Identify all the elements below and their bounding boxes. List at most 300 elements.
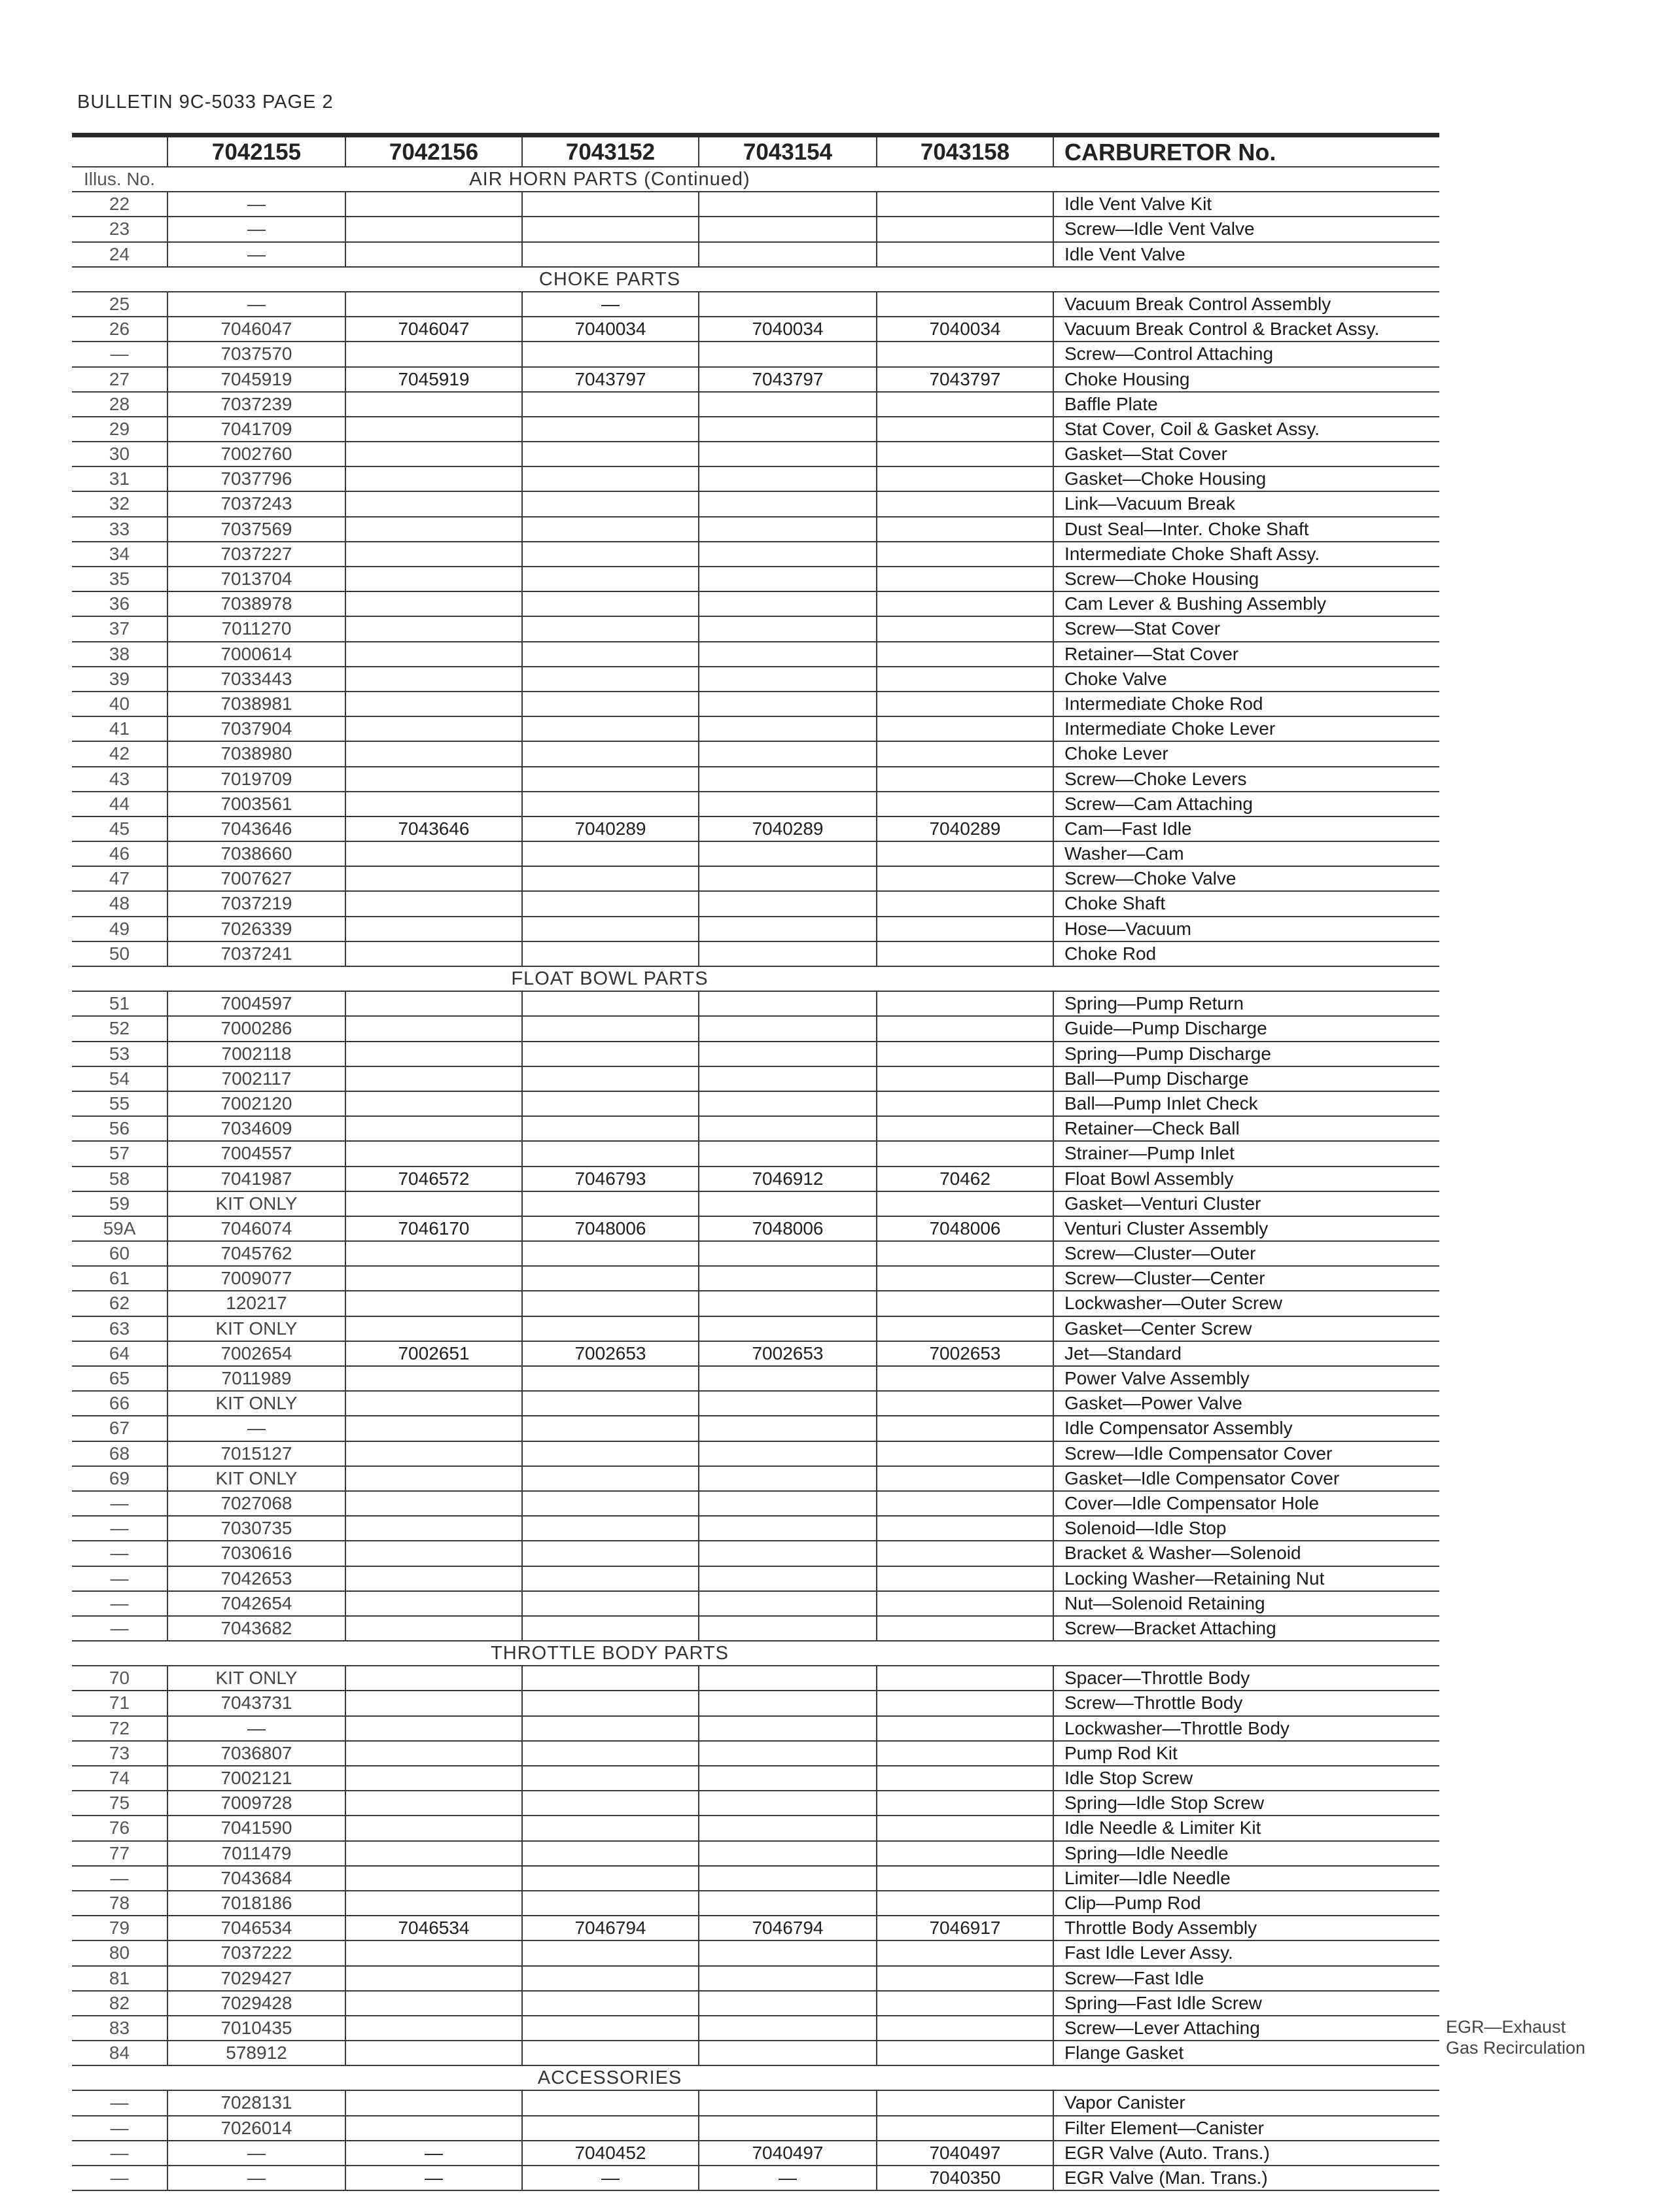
part-number-cell — [876, 642, 1053, 666]
part-number-cell — [345, 1592, 521, 1615]
part-number-cell — [698, 1842, 876, 1865]
part-number-cell: 70462 — [876, 1167, 1053, 1191]
illus-no-cell: — — [110, 1518, 129, 1539]
part-number-cell — [698, 1666, 876, 1690]
part-number-cell — [345, 518, 521, 541]
table-row — [72, 1217, 1439, 1242]
illus-no-cell: 67 — [109, 1418, 130, 1439]
part-number-cell — [698, 542, 876, 566]
part-number-cell — [345, 642, 521, 666]
part-number-cell: 7040289 — [876, 817, 1053, 841]
part-number-cell — [345, 243, 521, 266]
carburetor-number-header: 7043152 — [521, 137, 698, 166]
part-number-cell: 7007627 — [167, 867, 345, 890]
part-number-cell — [698, 1492, 876, 1515]
part-number-cell — [876, 1592, 1053, 1615]
part-number-cell — [698, 1742, 876, 1765]
part-description-cell: Spring—Idle Stop Screw — [1053, 1791, 1439, 1815]
part-number-cell — [345, 567, 521, 591]
table-row — [72, 1691, 1439, 1716]
part-number-cell — [345, 1791, 521, 1815]
part-number-cell: 7040452 — [521, 2141, 698, 2165]
part-number-cell — [345, 1567, 521, 1590]
illus-no-cell: — — [110, 1543, 129, 1564]
part-number-cell — [698, 217, 876, 241]
part-number-cell — [521, 792, 698, 816]
part-number-cell — [345, 1992, 521, 2015]
illus-no-cell: 60 — [109, 1243, 130, 1264]
part-number-cell — [876, 417, 1053, 441]
part-number-cell — [698, 1092, 876, 1115]
part-description-cell: Screw—Cam Attaching — [1053, 792, 1439, 816]
part-number-cell: 7019709 — [167, 767, 345, 791]
part-number-cell: 7002120 — [167, 1092, 345, 1115]
part-number-cell: KIT ONLY — [167, 1467, 345, 1490]
part-number-cell — [345, 1291, 521, 1315]
part-description-cell: Washer—Cam — [1053, 842, 1439, 866]
part-number-cell: 7040350 — [876, 2166, 1053, 2190]
part-description-cell: Spring—Idle Needle — [1053, 1842, 1439, 1865]
part-number-cell — [345, 2041, 521, 2065]
part-number-cell — [521, 1766, 698, 1790]
part-description-cell: Float Bowl Assembly — [1053, 1167, 1439, 1191]
part-number-cell — [345, 417, 521, 441]
part-number-cell — [521, 1092, 698, 1115]
part-number-cell — [521, 467, 698, 491]
part-number-cell — [521, 2041, 698, 2065]
table-row — [72, 1442, 1439, 1467]
table-row — [72, 942, 1439, 967]
part-number-cell — [521, 518, 698, 541]
part-number-cell — [876, 542, 1053, 566]
part-number-cell — [521, 1891, 698, 1915]
part-description-cell: Choke Shaft — [1053, 892, 1439, 915]
part-description-cell: Stat Cover, Coil & Gasket Assy. — [1053, 417, 1439, 441]
part-number-cell — [345, 1541, 521, 1565]
part-number-cell: 7038981 — [167, 692, 345, 716]
part-number-cell — [521, 2116, 698, 2140]
table-header-row — [72, 137, 1439, 167]
part-number-cell — [521, 692, 698, 716]
illus-no-cell: 39 — [109, 668, 130, 689]
part-number-cell — [345, 1717, 521, 1740]
illus-no-cell: — — [110, 1867, 129, 1888]
part-description-cell: Screw—Fast Idle — [1053, 1967, 1439, 1990]
part-number-cell — [876, 1717, 1053, 1740]
part-number-cell — [698, 842, 876, 866]
part-number-cell — [698, 1967, 876, 1990]
part-number-cell — [345, 992, 521, 1015]
part-number-cell: 7004597 — [167, 992, 345, 1015]
part-number-cell — [521, 1816, 698, 1840]
carburetor-number-header: 7043154 — [698, 137, 876, 166]
part-number-cell — [521, 1617, 698, 1640]
part-number-cell — [521, 1492, 698, 1515]
illus-no-cell: 80 — [109, 1942, 130, 1963]
part-number-cell — [521, 2091, 698, 2115]
part-number-cell — [698, 1717, 876, 1740]
part-number-cell — [521, 342, 698, 366]
part-number-cell — [698, 1541, 876, 1565]
illus-no-cell: 29 — [109, 418, 130, 439]
part-number-cell — [876, 442, 1053, 466]
part-description-cell: Vacuum Break Control & Bracket Assy. — [1053, 317, 1439, 341]
part-number-cell: 7002651 — [345, 1342, 521, 1365]
part-number-cell — [521, 1842, 698, 1865]
part-number-cell: KIT ONLY — [167, 1392, 345, 1415]
table-row — [72, 1816, 1439, 1841]
illus-no-cell: 45 — [109, 818, 130, 839]
part-number-cell — [876, 1766, 1053, 1790]
part-description-cell: Power Valve Assembly — [1053, 1367, 1439, 1390]
table-row — [72, 467, 1439, 492]
part-number-cell: 7046047 — [345, 317, 521, 341]
part-number-cell: 7037569 — [167, 518, 345, 541]
egr-note — [1446, 2016, 1585, 2058]
table-row — [72, 1042, 1439, 1067]
part-number-cell: 7040034 — [876, 317, 1053, 341]
part-number-cell — [345, 492, 521, 516]
table-row — [72, 717, 1439, 742]
part-number-cell — [876, 742, 1053, 765]
part-number-cell: 7046793 — [521, 1167, 698, 1191]
part-number-cell: 7046534 — [167, 1916, 345, 1940]
illus-no-cell: 57 — [109, 1143, 130, 1164]
part-description-cell: Flange Gasket — [1053, 2041, 1439, 2065]
table-row — [72, 892, 1439, 917]
part-number-cell: 7033443 — [167, 667, 345, 691]
part-number-cell — [345, 1816, 521, 1840]
part-number-cell — [698, 667, 876, 691]
part-number-cell — [521, 1067, 698, 1091]
table-row — [72, 1017, 1439, 1042]
part-number-cell — [521, 617, 698, 641]
part-number-cell: 7048006 — [698, 1217, 876, 1240]
part-description-cell: Filter Element—Canister — [1053, 2116, 1439, 2140]
part-description-cell: Ball—Pump Inlet Check — [1053, 1092, 1439, 1115]
part-number-cell — [521, 1416, 698, 1440]
part-number-cell: 7040497 — [698, 2141, 876, 2165]
part-number-cell: 7002653 — [876, 1342, 1053, 1365]
part-number-cell: 7046917 — [876, 1916, 1053, 1940]
part-number-cell: 578912 — [167, 2041, 345, 2065]
part-number-cell — [521, 1291, 698, 1315]
illus-no-cell: 34 — [109, 543, 130, 564]
table-row — [72, 317, 1439, 342]
part-number-cell — [876, 1367, 1053, 1390]
part-number-cell — [698, 792, 876, 816]
part-number-cell — [876, 2091, 1053, 2115]
part-number-cell — [345, 2016, 521, 2040]
table-row — [72, 542, 1439, 567]
table-row — [72, 1517, 1439, 1541]
table-row — [72, 567, 1439, 592]
part-number-cell: 7043646 — [167, 817, 345, 841]
illus-no-cell: 59A — [103, 1218, 136, 1238]
illus-no-cell: — — [110, 343, 129, 364]
part-number-cell — [876, 842, 1053, 866]
part-number-cell — [876, 1267, 1053, 1290]
part-number-cell — [698, 717, 876, 741]
part-number-cell — [521, 1967, 698, 1990]
part-number-cell — [345, 1666, 521, 1690]
illus-no-cell: 50 — [109, 943, 130, 964]
part-number-cell — [521, 992, 698, 1015]
part-number-cell — [876, 2041, 1053, 2065]
part-number-cell — [698, 467, 876, 491]
part-description-cell: Pump Rod Kit — [1053, 1742, 1439, 1765]
part-number-cell: 7037219 — [167, 892, 345, 915]
part-number-cell — [876, 692, 1053, 716]
table-row — [72, 1167, 1439, 1192]
part-number-cell — [345, 1467, 521, 1490]
part-number-cell — [345, 292, 521, 316]
part-description-cell: Choke Lever — [1053, 742, 1439, 765]
table-row — [72, 1416, 1439, 1441]
part-number-cell — [345, 1742, 521, 1765]
part-number-cell — [876, 592, 1053, 616]
table-row — [72, 393, 1439, 417]
part-number-cell — [345, 742, 521, 765]
part-number-cell — [521, 1392, 698, 1415]
part-number-cell — [345, 1317, 521, 1341]
illus-no-cell: 64 — [109, 1343, 130, 1363]
part-number-cell — [876, 393, 1053, 416]
part-number-cell — [345, 467, 521, 491]
part-number-cell — [876, 892, 1053, 915]
part-description-cell: Gasket—Center Screw — [1053, 1317, 1439, 1341]
part-number-cell — [698, 1117, 876, 1140]
part-number-cell: 7041709 — [167, 417, 345, 441]
part-number-cell — [521, 1592, 698, 1615]
part-number-cell — [876, 942, 1053, 966]
table-row — [72, 1867, 1439, 1891]
table-row — [72, 2041, 1439, 2066]
illus-no-cell: 79 — [109, 1918, 130, 1939]
egr-note-line: EGR—Exhaust — [1446, 2017, 1566, 2037]
illus-no-cell: 22 — [109, 194, 130, 215]
illus-no-cell: 51 — [109, 993, 130, 1014]
section-title: THROTTLE BODY PARTS — [491, 1643, 729, 1664]
table-row — [72, 1317, 1439, 1342]
illus-no-cell: 33 — [109, 518, 130, 539]
part-number-cell: — — [167, 2141, 345, 2165]
illus-no-cell: 27 — [109, 368, 130, 389]
part-description-cell: Cam—Fast Idle — [1053, 817, 1439, 841]
part-description-cell: Strainer—Pump Inlet — [1053, 1142, 1439, 1165]
part-number-cell — [521, 917, 698, 941]
part-description-cell: Spring—Fast Idle Screw — [1053, 1992, 1439, 2015]
part-number-cell — [521, 1017, 698, 1040]
part-number-cell: 7041987 — [167, 1167, 345, 1191]
part-number-cell — [521, 1517, 698, 1540]
part-number-cell — [698, 342, 876, 366]
part-description-cell: Screw—Bracket Attaching — [1053, 1617, 1439, 1640]
part-description-cell: Retainer—Stat Cover — [1053, 642, 1439, 666]
table-row — [72, 342, 1439, 367]
part-number-cell: KIT ONLY — [167, 1317, 345, 1341]
part-number-cell: 7004557 — [167, 1142, 345, 1165]
part-description-cell: Intermediate Choke Lever — [1053, 717, 1439, 741]
illus-no-cell: 49 — [109, 918, 130, 939]
part-number-cell — [345, 942, 521, 966]
part-number-cell — [876, 792, 1053, 816]
part-number-cell — [345, 592, 521, 616]
illus-no-cell: — — [110, 2168, 129, 2188]
table-row — [72, 692, 1439, 717]
part-number-cell — [345, 917, 521, 941]
part-number-cell — [698, 1242, 876, 1265]
illus-no-cell: — — [110, 1568, 129, 1589]
part-number-cell: 7040289 — [521, 817, 698, 841]
part-number-cell — [345, 1416, 521, 1440]
part-description-cell: Idle Compensator Assembly — [1053, 1416, 1439, 1440]
part-number-cell — [876, 617, 1053, 641]
part-number-cell: — — [521, 292, 698, 316]
part-number-cell: 7046074 — [167, 1217, 345, 1240]
table-row — [72, 1541, 1439, 1566]
illus-no-cell: 75 — [109, 1793, 130, 1814]
table-row — [72, 1992, 1439, 2016]
part-number-cell — [345, 792, 521, 816]
part-description-cell: Screw—Stat Cover — [1053, 617, 1439, 641]
part-number-cell — [521, 1117, 698, 1140]
table-row — [72, 842, 1439, 867]
part-number-cell — [521, 942, 698, 966]
table-row — [72, 192, 1439, 217]
part-number-cell — [345, 1092, 521, 1115]
part-number-cell: 7045919 — [345, 368, 521, 391]
illus-no-cell: 41 — [109, 718, 130, 739]
part-number-cell — [521, 717, 698, 741]
part-number-cell — [521, 667, 698, 691]
illus-no-cell: 66 — [109, 1393, 130, 1414]
part-description-cell: Cam Lever & Bushing Assembly — [1053, 592, 1439, 616]
part-description-cell: Screw—Idle Compensator Cover — [1053, 1442, 1439, 1466]
part-number-cell: 7037904 — [167, 717, 345, 741]
part-number-cell: 7028131 — [167, 2091, 345, 2115]
part-number-cell — [521, 1941, 698, 1965]
part-number-cell: 7043682 — [167, 1617, 345, 1640]
part-number-cell: 7046794 — [698, 1916, 876, 1940]
part-number-cell: 7018186 — [167, 1891, 345, 1915]
table-row — [72, 2166, 1439, 2191]
part-number-cell — [698, 1766, 876, 1790]
table-row — [72, 817, 1439, 842]
part-number-cell — [876, 567, 1053, 591]
part-number-cell — [521, 567, 698, 591]
illus-no-cell: 48 — [109, 893, 130, 914]
part-number-cell: — — [698, 2166, 876, 2190]
table-row — [72, 2141, 1439, 2166]
part-number-cell — [698, 1791, 876, 1815]
part-number-cell — [698, 917, 876, 941]
illus-no-cell: 84 — [109, 2043, 130, 2063]
part-description-cell: Intermediate Choke Rod — [1053, 692, 1439, 716]
illus-no-cell: 56 — [109, 1118, 130, 1139]
part-description-cell: Screw—Choke Housing — [1053, 567, 1439, 591]
part-number-cell — [876, 1492, 1053, 1515]
part-number-cell — [521, 1367, 698, 1390]
part-number-cell: 120217 — [167, 1291, 345, 1315]
part-description-cell: Gasket—Choke Housing — [1053, 467, 1439, 491]
part-number-cell — [876, 1092, 1053, 1115]
part-number-cell — [521, 1442, 698, 1466]
carburetor-number-header: 7043158 — [876, 137, 1053, 166]
section-title: FLOAT BOWL PARTS — [511, 968, 709, 989]
part-number-cell: 7011989 — [167, 1367, 345, 1390]
table-row — [72, 667, 1439, 692]
part-description-cell: Fast Idle Lever Assy. — [1053, 1941, 1439, 1965]
table-row — [72, 1467, 1439, 1492]
part-description-cell: Idle Stop Screw — [1053, 1766, 1439, 1790]
part-number-cell — [345, 867, 521, 890]
part-description-cell: Idle Vent Valve — [1053, 243, 1439, 266]
part-number-cell: 7048006 — [876, 1217, 1053, 1240]
part-description-cell: EGR Valve (Man. Trans.) — [1053, 2166, 1439, 2190]
part-number-cell — [345, 842, 521, 866]
part-number-cell — [876, 2016, 1053, 2040]
part-number-cell: 7045762 — [167, 1242, 345, 1265]
part-number-cell — [876, 1567, 1053, 1590]
part-number-cell: 7040034 — [698, 317, 876, 341]
part-number-cell — [521, 1992, 698, 2015]
illus-no-cell: 68 — [109, 1443, 130, 1464]
illus-no-cell: 78 — [109, 1892, 130, 1913]
illus-no-cell: 61 — [109, 1268, 130, 1289]
table-row — [72, 1967, 1439, 1992]
part-number-cell — [876, 217, 1053, 241]
illus-no-cell: 73 — [109, 1742, 130, 1763]
illus-no-cell: 26 — [109, 319, 130, 340]
part-number-cell: — — [167, 243, 345, 266]
part-number-cell: 7038660 — [167, 842, 345, 866]
part-number-cell — [698, 243, 876, 266]
part-number-cell — [698, 1691, 876, 1715]
part-number-cell — [345, 1517, 521, 1540]
illus-no-cell: 53 — [109, 1043, 130, 1064]
illus-no-cell: 46 — [109, 843, 130, 864]
part-number-cell — [521, 393, 698, 416]
part-number-cell: KIT ONLY — [167, 1666, 345, 1690]
illus-no-cell: 32 — [109, 493, 130, 514]
table-row — [72, 1142, 1439, 1167]
table-row — [72, 243, 1439, 268]
part-number-cell — [521, 492, 698, 516]
part-number-cell — [876, 1941, 1053, 1965]
part-number-cell — [876, 667, 1053, 691]
part-number-cell — [876, 1517, 1053, 1540]
part-number-cell — [876, 992, 1053, 1015]
part-number-cell — [345, 1967, 521, 1990]
part-number-cell — [345, 1442, 521, 1466]
part-number-cell — [876, 1541, 1053, 1565]
part-description-cell: Gasket—Stat Cover — [1053, 442, 1439, 466]
part-number-cell — [876, 518, 1053, 541]
part-number-cell: 7048006 — [521, 1217, 698, 1240]
part-number-cell: 7037222 — [167, 1941, 345, 1965]
part-number-cell: 7045919 — [167, 368, 345, 391]
part-description-cell: Spring—Pump Return — [1053, 992, 1439, 1015]
section-title: CHOKE PARTS — [538, 268, 681, 290]
part-number-cell — [876, 1192, 1053, 1216]
part-number-cell: 7037796 — [167, 467, 345, 491]
part-number-cell — [345, 1367, 521, 1390]
part-description-cell: Gasket—Venturi Cluster — [1053, 1192, 1439, 1216]
part-description-cell: Cover—Idle Compensator Hole — [1053, 1492, 1439, 1515]
part-number-cell: 7043797 — [698, 368, 876, 391]
illus-no-cell: 63 — [109, 1318, 130, 1339]
